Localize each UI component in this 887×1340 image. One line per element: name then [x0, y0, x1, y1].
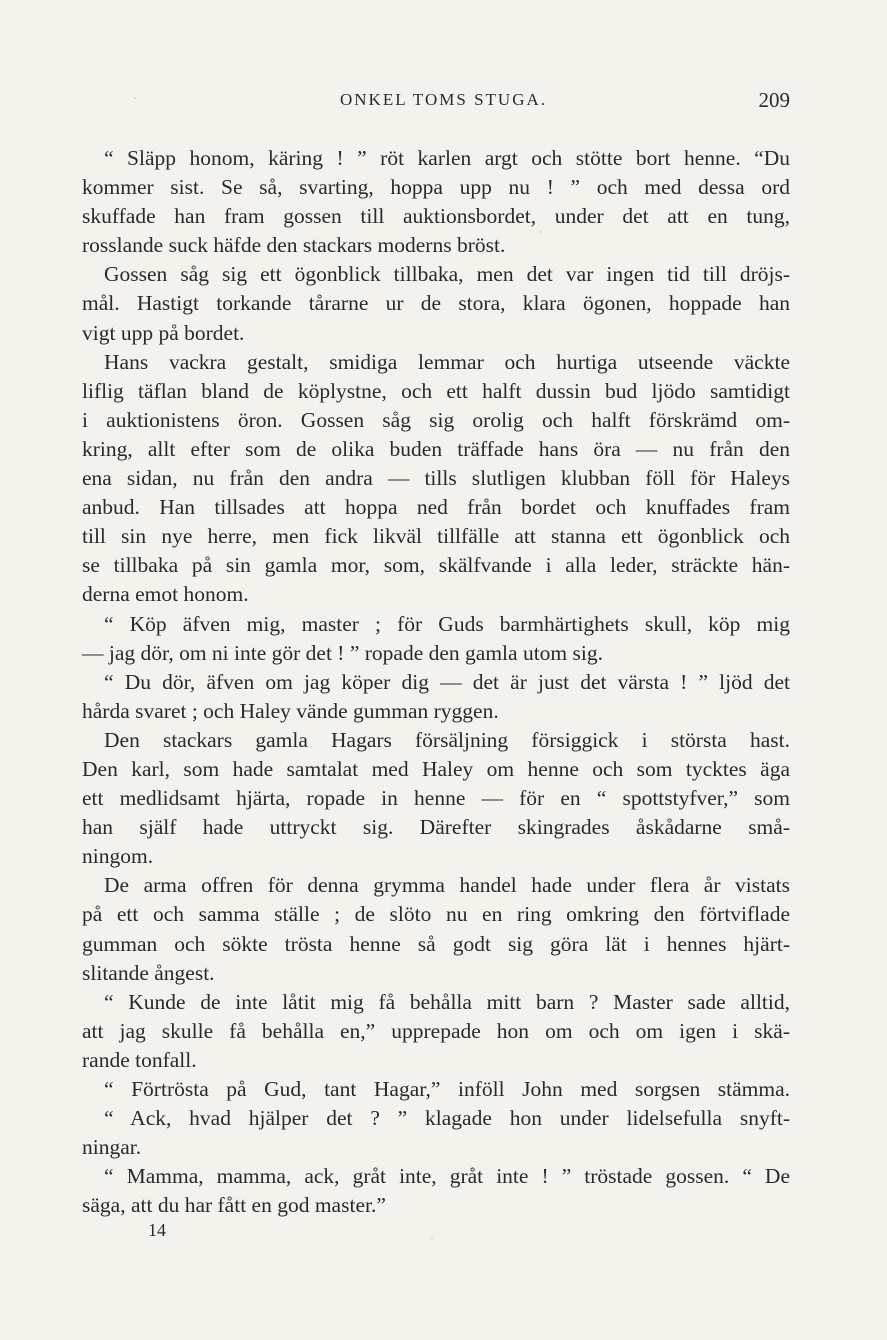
text-line: vigt upp på bordet.	[82, 320, 245, 345]
text-line: Den karl, som hade samtalat med Haley om henne och som tycktes äga	[82, 756, 790, 781]
text-line: Gossen såg sig ett ögonblick tillbaka, men det var ingen tid till dröjs-	[104, 262, 790, 287]
text-line: rosslande suck häfde den stackars moderns bröst.	[82, 233, 506, 258]
text-line: kring, allt efter som de olika buden träffade hans öra — nu från den	[82, 436, 790, 461]
text-line: på ett och samma ställe ; de slöto nu en ring omkring den förtviflade	[82, 902, 790, 927]
text-line: “ Mamma, mamma, ack, gråt inte, gråt inte ! ” tröstade gossen. “ De	[104, 1164, 790, 1189]
text-line: i auktionistens öron. Gossen såg sig orolig och halft förskrämd om-	[82, 407, 790, 432]
page-number: 209	[758, 88, 790, 112]
text-line: kommer sist. Se så, svarting, hoppa upp nu ! ” och med dessa ord	[82, 175, 790, 200]
text-line: att jag skulle få behålla en,” upprepade hon om och om igen i skä-	[82, 1018, 790, 1043]
text-line: till sin nye herre, men fick likväl tillfälle att stanna ett ögonblick och	[82, 524, 790, 549]
text-line: “ Släpp honom, käring ! ” röt karlen argt och stötte bort henne. “Du	[104, 146, 790, 170]
text-line: liflig täflan bland de köplystne, och ett halft dussin bud ljödo samtidigt	[82, 378, 790, 403]
speck	[540, 231, 542, 233]
speck	[431, 1237, 433, 1239]
text-line: ena sidan, nu från den andra — tills slutligen klubban föll för Haleys	[82, 466, 790, 491]
text-line: Den stackars gamla Hagars försäljning försiggick i största hast.	[104, 727, 790, 752]
text-line: ningom.	[82, 844, 154, 869]
text-line: anbud. Han tillsades att hoppa ned från bordet och knuffades fram	[82, 495, 790, 520]
text-line: — jag dör, om ni inte gör det ! ” ropade den gamla utom sig.	[82, 640, 603, 665]
text-line: hårda svaret ; och Haley vände gumman ryggen.	[82, 698, 499, 723]
text-line: mål. Hastigt torkande tårarne ur de stora, klara ögonen, hoppade han	[82, 291, 790, 316]
text-line: han själf hade uttryckt sig. Därefter skingrades åskådarne små-	[82, 815, 790, 840]
text-line: De arma offren för denna grymma handel hade under flera år vistats	[104, 873, 790, 898]
text-line: “ Ack, hvad hjälper det ? ” klagade hon under lidelsefulla snyft-	[104, 1106, 790, 1131]
speck	[134, 97, 136, 99]
text-line: “ Köp äfven mig, master ; för Guds barmhärtighets skull, köp mig	[104, 611, 790, 636]
signature-mark: 14	[148, 1220, 166, 1240]
text-line: “ Förtrösta på Gud, tant Hagar,” inföll John med sorgsen stämma.	[104, 1077, 790, 1101]
running-title: ONKEL TOMS STUGA.	[340, 90, 548, 109]
text-line: säga, att du har fått en god master.”	[82, 1193, 386, 1218]
text-line: ningar.	[82, 1135, 142, 1160]
text-line: Hans vackra gestalt, smidiga lemmar och hurtiga utseende väckte	[104, 349, 790, 374]
text-line: “ Du dör, äfven om jag köper dig — det är just det värsta ! ” ljöd det	[104, 669, 790, 694]
text-line: slitande ångest.	[82, 960, 215, 985]
text-line: ett medlidsamt hjärta, ropade in henne — för en “ spottstyfver,” som	[82, 786, 790, 811]
text-line: gumman och sökte trösta henne så godt sig göra lät i hennes hjärt-	[82, 931, 790, 956]
text-line: derna emot honom.	[82, 582, 249, 607]
text-line: skuffade han fram gossen till auktionsbordet, under det att en tung,	[82, 204, 790, 229]
text-line: “ Kunde de inte låtit mig få behålla mitt barn ? Master sade alltid,	[104, 989, 790, 1014]
text-line: rande tonfall.	[82, 1047, 197, 1072]
text-line: se tillbaka på sin gamla mor, som, skälfvande i alla leder, sträckte hän-	[82, 553, 790, 578]
